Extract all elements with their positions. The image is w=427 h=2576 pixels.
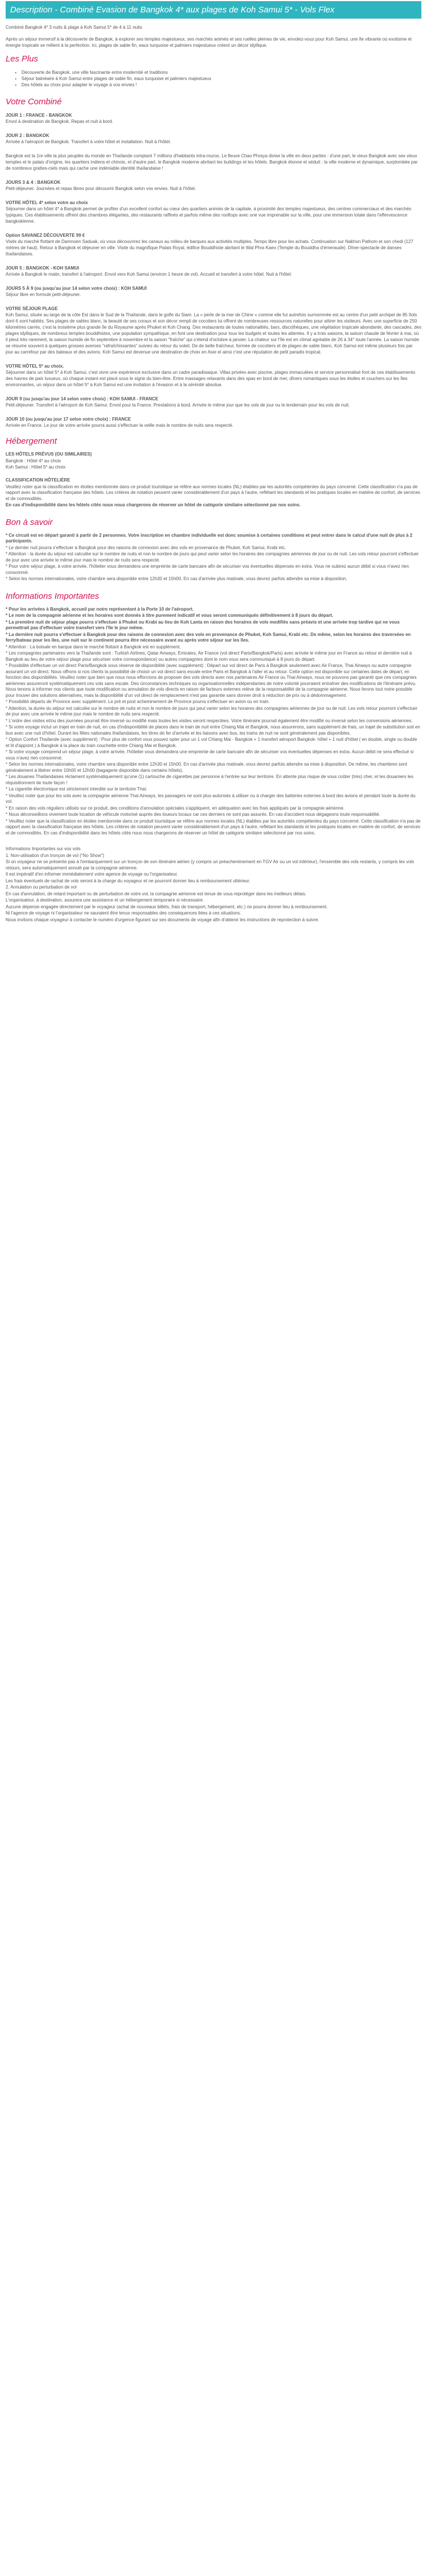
infos-heading: Informations Importantes — [6, 591, 99, 601]
note-line: * Possibilité départs de Province avec supplément. Le pré et post acheminement de Province pourra s'effectuer en avion ou en train. — [6, 699, 270, 704]
note-line: * Attention, la durée du séjour est calculée sur le nombre de nuits et non le nombre de jours qui peut varier selon les horaires des compagnies aériennes de jour ou de nuit. Les vols retour pourront s'effectuer de jour avec une arrivée le même jour mais le nombre de nuits sera respecté. — [6, 705, 418, 717]
note-line: * La première nuit de séjour plage pourra s'effectuer à Phuket ou Krabi au lieu de Koh Lanta en raison des horaires de vols modifiés sans préavis et une arrivée trop tardive qui ne vous permettrait pas d'effectuer votre transfert vers l'île le jour même. — [6, 619, 400, 630]
day-title: JOUR 2 : BANGKOK — [6, 133, 50, 138]
note-line: * Attention : La bolsale en barque dans le marché flottant à Bangkok est en supplément. — [6, 644, 181, 649]
day-title: JOUR 9 (ou jusqu'au jour 14 selon votre choix) : KOH SAMUI - FRANCE — [6, 396, 158, 401]
bon-a-savoir-heading: Bon à savoir — [6, 517, 53, 527]
note-line: 2. Annulation ou perturbation de vol — [6, 885, 77, 890]
note-line: * Les compagnies partenaires vers la Thaïlande sont : Turkish Airlines, Qatar Airways, Emirates, Air France (vol direct Paris/Bangkok/Paris) avec arrivée le même jour en France au retour et dernière nuit à Bangkok au lieu de votre séjour plage pour sécuriser votre correspondance) ou autres compagnies dont le nom vous sera communiqué à 8 jours du départ. — [6, 651, 412, 662]
itinerary-day — [6, 200, 421, 224]
note-line: * En raison des vols réguliers utilisés sur ce produit, des conditions d'annulation spéciales s'appliquent, en adéquation avec les frais appliqués par la compagnie aérienne. — [6, 805, 345, 811]
bon-a-savoir-notes — [6, 533, 421, 582]
day-title: JOUR 5 : BANGKOK - KOH SAMUI — [6, 266, 79, 271]
intro-text: Après un séjour immersif à la découverte de Bangkok, à explorer ses temples majestueux, ses marchés animés et ses ruelles pleines de vie, envolez-vous pour Koh Samui, une île vibrante où exotisme et énergie tropicale se mêlent à la perfection. Ici, plages de sable fin, eaux turquoise et palmiers majestueux créent un décor idyllique. — [6, 37, 412, 48]
note-line: Si un voyageur ne se présente pas à l'embarquement sur un tronçon de son itinéraire aérien (y compris un préacheminement en TGV Air ou un vol intérieur), l'ensemble des vols restants, y compris les vols retours, sera automatiquement annulé par la compagnie aérienne. — [6, 859, 415, 871]
itinerary-day — [6, 265, 421, 277]
day-description: Arrivée en France. Le jour de votre arrivée pourra aussi s'effectuer la veille mais le nombre de nuits sera respecté. — [6, 423, 234, 428]
note-line: En cas d'indisponibilité dans les hôtels cités nous nous chargerons de réserver un hôtel de catégorie similaire sélectionné par nos soins. — [6, 502, 301, 507]
note-line: * Pour les arrivées à Bangkok, accueil par notre représentant à la Porte 10 de l'aéroport. — [6, 606, 194, 612]
note-line: * Selon les normes internationales, votre chambre sera disponible entre 12h30 et 15h00. En cas d'arrivée plus matinale, vous devrez parfois attendre sa mise à disposition. — [6, 576, 348, 581]
itinerary-day — [6, 232, 421, 257]
note-line: Bangkok : Hôtel 4* au choix — [6, 458, 61, 463]
page — [0, 1, 427, 923]
note-line: * La cigarette électronique est strictement interdite sur le territoire Thaï. — [6, 787, 148, 792]
itinerary-day — [6, 132, 421, 145]
note-line: * Attention : la durée du séjour est calculée sur le nombre de nuits et non le nombre de jours qui peut varier selon les horaires des compagnies aériennes de jour ou de nuit. Les vols retour pourront s'effectuer de jour avec une arrivée le même jour mais le nombre de nuits sera respecté. — [6, 551, 419, 563]
day-title: VOTRE HÔTEL 5* au choix. — [6, 364, 64, 369]
day-title: JOUR 10 (ou jusqu'au jour 17 selon votre choix) : FRANCE — [6, 417, 131, 422]
day-description: Bangkok est la 1re ville la plus peuplée du monde en Thaïlande comptant 7 millions d'habitants intra-muros. Le fleuve Chao Phraya divise la ville en deux parties : d'une part, le vieux Bangkok avec ses vieux temples et le palais d'origine, les quartiers indiens et chinois, et d'autre part, le Bangkok moderne abritant les buildings et les hôtels. Bangkok étonne et séduit : la ville moderne et dynamique, surplombée par de nombreux grattes-ciels mais qui cache une indéniable identité thaïlandaise ! — [6, 153, 418, 171]
note-line: Informations Importantes sur vos vols — [6, 846, 81, 851]
itinerary-day — [6, 179, 421, 192]
note-line: LES HÔTELS PRÉVUS (OU SIMILAIRES) — [6, 452, 92, 457]
flight-info-notes — [6, 846, 421, 923]
itinerary-heading: Votre Combiné — [6, 97, 62, 107]
itinerary-day — [6, 306, 421, 355]
day-description: Séjourner dans un hôtel 5* à Koh Samui, c'est vivre une expérience exclusive dans un cadre paradisiaque. Villas privées avec piscine, plages immaculées et service personnalisé font de ces établissements des havres de paix luxueux, où chaque instant est placé sous le signe du bien-être. Entre massages relaxants dans des spas en bord de mer, dîners romantiques sous les étoiles et couchers sur les îles environnantes, un séjour dans un hôtel 5* à Koh Samui est une invitation à l'évasion et à la sérénité absolue. — [6, 370, 416, 387]
day-description: Arrivée à Bangkok le matin, transfert à l'aéroport. Envol vers Koh Samui (environ 1 heure de vol). Accueil et transfert à votre hôtel. Nuit à l'hôtel. — [6, 272, 292, 277]
note-line: * Ce circuit est en départ garanti à partir de 2 personnes. Votre inscription en chambre individuelle est donc soumise à certaines conditions et peut entrer dans le calcul d'une nuit de plus à 2 participants. — [6, 532, 412, 544]
plus-item: • Des hôtels au choix pour adapter le voyage à vos envies ! — [21, 82, 421, 88]
note-line: * La dernière nuit pourra s'effectuer à Bangkok pour des raisons de connexion avec des vols en provenance de Phuket, Koh Samui, Krabi etc. De même, selon les horaires des traversées en ferry/bateau pour les îles, une nuit sur le continent pourra être nécessaire avant ou après votre séjour sur les îles. — [6, 631, 411, 643]
day-description: Petit-déjeuner. Transfert à l'aéroport de Koh Samui. Envol pour la France. Prestations à bord. Arrivée le même jour que les vols de jour ou le lendemain pour les vols de nuit. — [6, 403, 350, 408]
note-line: * Les douanes Thaïlandaises réclament systématiquement qu'une (1) cartouche de cigarettes par personne à l'entrée sur leur territoire. En attente plus risque de vous coûter (très) cher, et les douaniers les réquisitionnent de toute façon ! — [6, 774, 413, 785]
note-line: 1. Non-utilisation d'un tronçon de vol ("No Show") — [6, 852, 104, 858]
day-description: Visite du marché flottant de Damnoen Saduak, où vous découvrirez les canaux au milieu de barques aux activités multiples. Temps libre pour les achats. Continuation sur Nakhon Pathom et son chedi (127 mètres de haut). Retour à Bangkok et déjeuner en ville. Visite du magnifique Palais Royal, édifice Bouddhiste abritant le Wat Phra Kaeo (Temple du Bouddha d'émeraude). Dîner-spectacle de danses thaïlandaises. — [6, 239, 413, 257]
itinerary — [6, 112, 421, 428]
note-line: CLASSIFICATION HÔTELIÈRE — [6, 478, 70, 483]
day-title: VOTRE HÔTEL 4* selon votre au choix — [6, 200, 88, 205]
page-title: Description - Combiné Evasion de Bangkok 4* aux plages de Koh Samui 5* - Vols Flex — [6, 1, 421, 19]
intro-subtitle: Combiné Bangkok 4* 3 nuits & plage à Koh Samui 5* de 4 à 11 nuits — [6, 25, 143, 30]
note-line: * L'ordre des visites et/ou des journées pourrait être inversé ou modifié mais toutes les visites seront respectées. Votre itinéraire pourrait également être modifié ou inversé selon les conversions aériennes. — [6, 718, 413, 723]
day-title: VOTRE SÉJOUR PLAGE — [6, 306, 58, 311]
note-line: * Veuillez noter que pour les vols avec la compagnie aérienne Thai Airways, les passagers ne sont plus autorisés à utiliser ou à charger des batteries externes à bord des avions et pendant toute la durée du vol. — [6, 793, 416, 804]
day-title: JOURS 3 & 4 : BANGKOK — [6, 180, 61, 185]
note-line: L'organisateur, à destination, assurera une assistance et un hébergement temporaire si nécessaire. — [6, 898, 204, 903]
note-line: * Selon les normes internationales, votre chambre sera disponible entre 12h30 et 15h00. En cas d'arrivée plus matinale, vous devrez parfois attendre sa mise à disposition. De même, les chambres sont généralement à libérer entre 10h00 et 12h00 (bagagerie disponible dans certains hôtels). — [6, 762, 407, 773]
hebergement-notes — [6, 452, 421, 509]
day-description: Petit-déjeuner. Journées et repas libres pour découvrir Bangkok selon vos envies. Nuit à l'hôtel. — [6, 186, 196, 191]
day-description: Envol à destination de Bangkok. Repas et nuit à bord. — [6, 119, 113, 124]
itinerary-day — [6, 112, 421, 125]
day-description: Koh Samui, située au large de la côte Est dans le Sud de la Thaïlande, dans le golfe du Siam. La « perle de la mer de Chine » comme elle fut autrefois surnommée est au centre d'un petit archipel de 85 îlots dont 6 sont habités. Ses plages de sables blanc, la beauté de ses coraux et son décor rempli de cocotiers lui offrent de nombreuses ressources naturelles pour attirer les visiteurs. Avec une superficie de 250 kilomètres carrés, c'est la troisième plus grande île du Royaume après Phuket et Koh Chang. Des restaurants de toutes nationalités, bars, discothèques, une végétation tropicale abondante, des cascades, des plages idylliques, de nombreux temples bouddhistes, une population sympathique, en font une destination pour tous les budgets et toutes les attentes. Il y a trois saisons, la saison chaude de février à mai, où il pleut très rarement, la saison humide de fin septembre à novembre et la saison "fraîche" qui s'étend d'octobre à janvier. La chaleur sur l'île est en climat agréable de 26 à 34° toute l'année. La saison humide se résume souvent à quelques grosses averses "rafraîchissantes" suivies du retour du soleil. De de belle fraîcheur, formée de cocotiers et de plages de sable blanc, Koh Samui est même plusieurs fois par jour au carrefour par des bateaux et des avions. Koh Samui est devenue une destination de choix en Asie et ainsi c'est une réputation de petit paradis tropical. — [6, 312, 421, 355]
note-line: * Possibilité d'effectuer un vol direct Paris/Bangkok sous réserve de disponibilité (avec supplément) : Départ sur vol direct de Paris à Bangkok seulement avec Air France, Thai Airways ou autre compagnie assurant un vol direct. Nous offrons si nos clients la possibilité de choisir un vol direct sans escale entre Paris et Bangkok à l'aller et au retour. Cette option est disponible sur certaines dates de départ, en fonction des disponibilités. Veuillez noter que bien que nous nous efforcions de proposer des vols directs avec nos partenaires Air France ou Thai Airways, nous ne pouvons pas garantir que ces compagnies aériennes assureront systématiquement ces vols sans escale. Des circonstances techniques ou organisationnelles indépendantes de notre volonté pourraient entraîner des modifications de l'itinéraire prévu. Nous tenons à informer nos clients que toute modification ou annulation de vols directs en raison de facteurs externes relève de la responsabilité de la compagnie aérienne. Nous ferons tout notre possible pour trouver des solutions alternatives, mais la disponibilité d'un vol direct de remplacement n'est pas garantie sans donner droit à réduction de prix ou à dédommagement. — [6, 663, 417, 698]
note-line — [6, 471, 421, 478]
note-line: Les frais éventuels de rachat de vols seront à la charge du voyageur et ne pourront donner lieu à remboursement ultérieur. — [6, 878, 251, 883]
note-line: * Veuillez noter que la classification en étoiles mentionnée dans ce produit touristique se réfère aux normes locales (NL) établies par les autorités compétentes du pays concerné. Cette classification n'a pas de rapport avec la classification française des hôtels. Les critères de notation peuvent varier considérablement d'un pays à l'autre, reflétant les standards et les pratiques locales en matière de confort, de services et de commodités. En cas d'indisponibilité dans les hôtels cités nous nous chargerons de réserver un hôtel de catégorie similaire sélectionné par nos soins. — [6, 818, 421, 836]
itinerary-day — [6, 416, 421, 428]
plus-item: • Découverte de Bangkok, une ville fascinante entre modernité et traditions — [21, 69, 421, 76]
day-title: Option SAVANEZ DÉCOUVERTE 99 € — [6, 233, 85, 238]
day-description: Séjour libre en formule petit-déjeuner. — [6, 292, 81, 297]
plus-item: • Séjour balnéaire à Koh Samui entre plages de sable fin, eaux turquoise et palmiers majestueux — [21, 76, 421, 82]
note-line: * Si votre voyage comprend un séjour plage, à votre arrivée, l'hôtelier vous demandera une empreinte de carte bancaire afin de sécuriser vos éventuelles dépenses en extra. Aucun débit ne sera effectué si vous n'avez rien consommé. — [6, 749, 414, 761]
itinerary-day — [6, 153, 421, 171]
intro — [6, 24, 421, 48]
note-line: Koh Samui : Hôtel 5* au choix — [6, 465, 66, 470]
itinerary-day — [6, 285, 421, 298]
note-line: En cas d'annulation, de retard important ou de perturbation de votre vol, la compagnie aérienne est tenue de vous reprotéger dans les meilleurs délais. — [6, 891, 306, 896]
plus-list — [6, 69, 421, 88]
day-title: JOUR 1 : FRANCE - BANGKOK — [6, 113, 72, 118]
note-line: * Pour votre séjour plage, à votre arrivée, l'hôtelier vous demandera une empreinte de carte bancaire afin de sécuriser vos éventuelles dépenses en extra. Vous ne subirez aucun débit si vous n'avez rien consommé. — [6, 564, 409, 575]
day-description: Arrivée à l'aéroport de Bangkok. Transfert à votre hôtel et installation. Nuit à l'hôtel. — [6, 139, 171, 144]
note-line: * Le nom de la compagnie aérienne et les horaires sont donnés à titre purement indicatif et vous seront communiqués définitivement à 8 jours du départ. — [6, 613, 333, 618]
note-line: * Option Confort Thaïlande (avec supplément) : Pour plus de confort vous pouvez opter pour un 1 vol Chiang Mai - Bangkok + 1 transfert aéroport Bangkok- hôtel + 1 nuit d'hôtel ( en double, single ou double et lit d'appoint ) à Bangkok à la place du train couchette entre Chiang Mai et Bangkok. — [6, 737, 417, 748]
day-title: JOURS 5 À 9 (ou jusqu'au jour 14 selon votre choix) : KOH SAMUI — [6, 286, 147, 291]
itinerary-day — [6, 363, 421, 388]
note-line: * Si votre voyage inclut un trajet en train de nuit, en cas d'indisponibilité de places dans le train de nuit entre Chiang Mai et Bangkok, nous assurerons, sans supplément de frais, un trajet de substitution soit en bus avec une nuit d'hôtel. Durant les fêtes nationales thaïlandaises, les titres de fer d'arrivée et les liaisons avec bus, les trains de nuit ne sont généralement pas disponibles. — [6, 724, 420, 736]
itinerary-day — [6, 396, 421, 408]
note-line: Il est impératif d'en informer immédiatement votre agence de voyage ou l'organisateur. — [6, 872, 178, 877]
infos-notes — [6, 607, 421, 837]
plus-heading: Les Plus — [6, 54, 38, 64]
note-line: Veuillez noter que la classification en étoiles mentionnée dans ce produit touristique se réfère aux normes locales (NL) établies par les autorités compétentes du pays concerné. Cette classification n'a pas de rapport avec la classification française des hôtels. Les critères de notation peuvent varier considérablement d'un pays à l'autre, reflétant les standards et les pratiques locales en matière de confort, de services et de commodités. — [6, 484, 420, 501]
day-description: Séjourner dans un hôtel 4* à Bangkok permet de profiter d'un excellent confort au cœur des quartiers animés de la capitale, à proximité des temples majestueux, des centres commerciaux et des marchés typiques. Ces établissements offrent des chambres élégantes, des restaurants raffinés et parfois même des rooftops avec une vue imprenable sur la ville, pour une immersion totale dans l'effervescence bangkokienne. — [6, 206, 412, 224]
note-line: * Le dernier nuit pourra s'effectuer à Bangkok pour des raisons de connexion avec des vols en provenance de Phuket, Koh Samui, Krabi etc. — [6, 545, 286, 550]
hebergement-heading: Hébergement — [6, 436, 57, 446]
note-line: Nous invitons chaque voyageur à contacter le numéro d'urgence figurant sur ses documents de voyage afin d'obtenir les instructions de reprotection à suivre. — [6, 917, 319, 922]
note-line: Aucune dépense engagée directement par le voyageur (achat de nouveaux billets, frais de transport, hébergement, etc.) ne pourra donner lieu à remboursement. — [6, 904, 328, 909]
note-line: * Nous déconseillons vivement toute location de véhicule motorisé auprès des loueurs locaux car ces derniers ne sont pas assurés. En cas d'accident nous dégageons toute responsabilité. — [6, 812, 381, 817]
note-line: Ni l'agence de voyage ni l'organisateur ne sauraient être tenus responsables des conséquences liées à ces situations. — [6, 911, 241, 916]
